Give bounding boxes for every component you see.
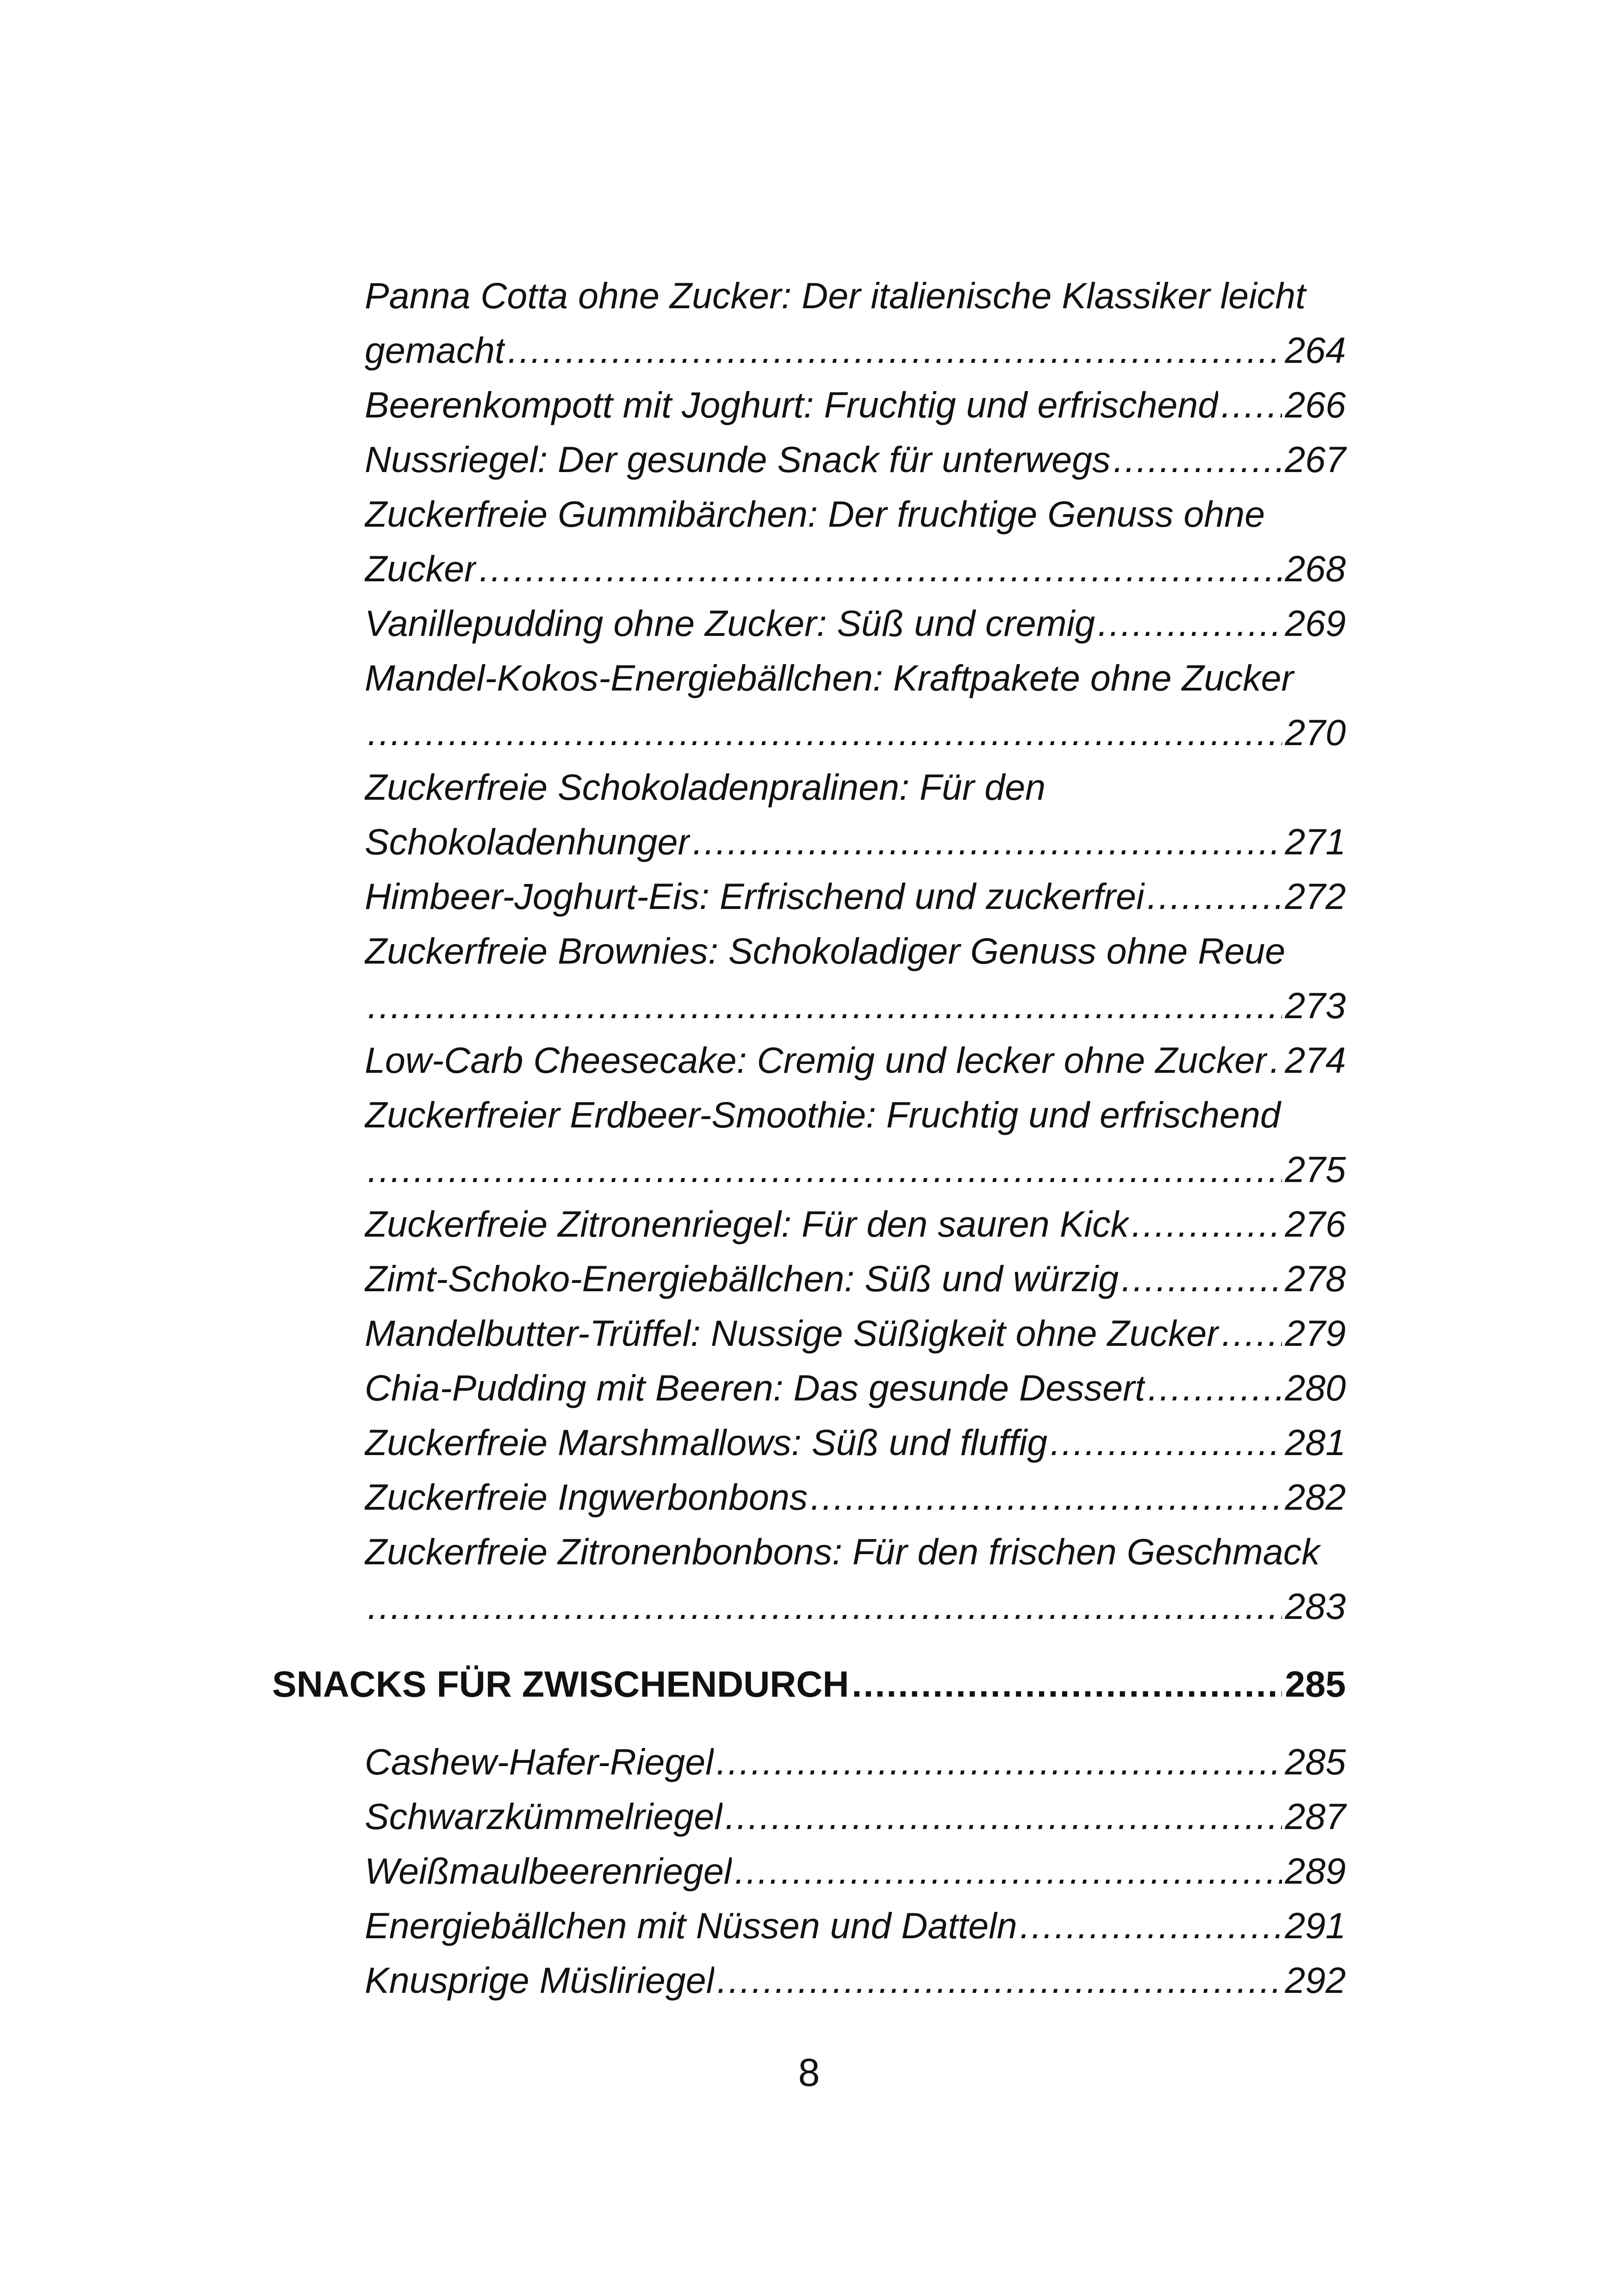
toc-page-number: 264 bbox=[1285, 330, 1346, 371]
toc-page-number: 291 bbox=[1285, 1905, 1346, 1946]
toc-dot-leader bbox=[1222, 1306, 1282, 1361]
toc-entry-title: Zuckerfreie Zitronenbonbons: Für den frischen Geschmack bbox=[365, 1531, 1320, 1572]
toc-entry bbox=[272, 432, 1346, 487]
toc-entry-title: Zuckerfreie Schokoladenpralinen: Für den bbox=[365, 766, 1046, 808]
toc-dot-leader bbox=[1020, 1898, 1282, 1953]
toc-page-number: 274 bbox=[1285, 1039, 1346, 1081]
toc-dot-leader bbox=[717, 1953, 1282, 2008]
toc-dot-leader bbox=[367, 1142, 1282, 1197]
toc-entry-title: Zucker bbox=[365, 548, 477, 589]
toc-dot-leader bbox=[1098, 596, 1282, 651]
toc-page-number: 285 bbox=[1285, 1663, 1346, 1705]
toc-entry-title: Zimt-Schoko-Energiebällchen: Süß und würzig bbox=[365, 1258, 1119, 1299]
toc-page-number: 282 bbox=[1285, 1476, 1346, 1518]
toc-page-number: 266 bbox=[1285, 384, 1346, 425]
toc-entry-title: SNACKS FÜR ZWISCHENDURCH bbox=[272, 1663, 849, 1705]
toc-entry-title: Cashew-Hafer-Riegel bbox=[365, 1741, 714, 1782]
toc-dot-leader bbox=[1132, 1197, 1282, 1251]
toc-page-number: 271 bbox=[1285, 821, 1346, 862]
toc-page-number: 270 bbox=[1285, 712, 1346, 753]
toc-entry-title: Mandel-Kokos-Energiebällchen: Kraftpakete ohne Zucker bbox=[365, 657, 1294, 698]
toc-dot-leader bbox=[508, 323, 1282, 378]
toc-entry bbox=[272, 1844, 1346, 1898]
toc-entry-title: Zuckerfreie Zitronenriegel: Für den sauren Kick bbox=[365, 1203, 1129, 1244]
toc-entry bbox=[272, 378, 1346, 432]
toc-page-number: 267 bbox=[1285, 439, 1346, 480]
toc-page-number: 275 bbox=[1285, 1149, 1346, 1190]
toc-dot-leader bbox=[1121, 1251, 1282, 1306]
toc-entry bbox=[272, 1361, 1346, 1415]
toc-dot-leader bbox=[1270, 1033, 1282, 1088]
toc-entry-title: Nussriegel: Der gesunde Snack für unterwegs bbox=[365, 439, 1111, 480]
toc-entry-title: Weißmaulbeerenriegel bbox=[365, 1850, 732, 1892]
toc-page-number: 279 bbox=[1285, 1313, 1346, 1354]
toc-entry bbox=[272, 1197, 1346, 1251]
toc-page-number: 269 bbox=[1285, 603, 1346, 644]
toc-entry-title: Panna Cotta ohne Zucker: Der italienische Klassiker leicht bbox=[365, 275, 1306, 316]
toc-entry-title: Low-Carb Cheesecake: Cremig und lecker ohne Zucker bbox=[365, 1039, 1267, 1081]
toc-entry bbox=[272, 1470, 1346, 1524]
toc-page-number: 287 bbox=[1285, 1796, 1346, 1837]
toc-entry-title: Beerenkompott mit Joghurt: Fruchtig und erfrischend bbox=[365, 384, 1219, 425]
page-number: 8 bbox=[798, 2051, 820, 2094]
toc-entry-title: Zuckerfreie Ingwerbonbons bbox=[365, 1476, 808, 1518]
toc-dot-leader bbox=[367, 978, 1282, 1033]
table-of-contents bbox=[272, 268, 1346, 2008]
toc-page-number: 276 bbox=[1285, 1203, 1346, 1244]
toc-entry bbox=[272, 978, 1346, 1033]
toc-entry bbox=[272, 869, 1346, 924]
toc-entry bbox=[272, 1033, 1346, 1088]
toc-page-number: 285 bbox=[1285, 1741, 1346, 1782]
toc-entry-title: Zuckerfreie Brownies: Schokoladiger Genuss ohne Reue bbox=[365, 930, 1286, 971]
toc-dot-leader bbox=[852, 1657, 1282, 1711]
toc-entry bbox=[272, 1735, 1346, 1789]
toc-dot-leader bbox=[367, 1579, 1282, 1634]
toc-entry bbox=[272, 323, 1346, 378]
toc-page-number: 273 bbox=[1285, 985, 1346, 1026]
toc-entry-title: Himbeer-Joghurt-Eis: Erfrischend und zuckerfrei bbox=[365, 876, 1145, 917]
toc-section-heading bbox=[272, 1657, 1346, 1711]
toc-entry bbox=[272, 1579, 1346, 1634]
toc-page-number: 278 bbox=[1285, 1258, 1346, 1299]
toc-dot-leader bbox=[1050, 1415, 1282, 1470]
toc-entry-title: Chia-Pudding mit Beeren: Das gesunde Dessert bbox=[365, 1367, 1145, 1408]
toc-entry bbox=[272, 1953, 1346, 2008]
toc-entry-title: Mandelbutter-Trüffel: Nussige Süßigkeit ohne Zucker bbox=[365, 1313, 1219, 1354]
toc-entry-title: Schokoladenhunger bbox=[365, 821, 690, 862]
toc-entry bbox=[272, 487, 1346, 541]
toc-dot-leader bbox=[367, 705, 1282, 760]
toc-dot-leader bbox=[1148, 1361, 1282, 1415]
toc-dot-leader bbox=[1147, 869, 1282, 924]
toc-dot-leader bbox=[479, 541, 1282, 596]
toc-entry bbox=[272, 1415, 1346, 1470]
toc-entry-title: gemacht bbox=[365, 330, 505, 371]
toc-entry bbox=[272, 1789, 1346, 1844]
toc-entry bbox=[272, 705, 1346, 760]
toc-dot-leader bbox=[734, 1844, 1282, 1898]
toc-entry-title: Zuckerfreie Marshmallows: Süß und fluffig bbox=[365, 1422, 1048, 1463]
toc-dot-leader bbox=[725, 1789, 1282, 1844]
toc-entry bbox=[272, 1251, 1346, 1306]
toc-dot-leader bbox=[1114, 432, 1282, 487]
toc-page-number: 283 bbox=[1285, 1586, 1346, 1627]
toc-entry bbox=[272, 596, 1346, 651]
toc-entry bbox=[272, 268, 1346, 323]
toc-entry bbox=[272, 1306, 1346, 1361]
toc-dot-leader bbox=[693, 815, 1282, 869]
toc-page-number: 268 bbox=[1285, 548, 1346, 589]
toc-entry bbox=[272, 760, 1346, 815]
toc-dot-leader bbox=[716, 1735, 1282, 1789]
toc-entry bbox=[272, 651, 1346, 705]
toc-entry bbox=[272, 1142, 1346, 1197]
toc-entry-title: Zuckerfreie Gummibärchen: Der fruchtige Genuss ohne bbox=[365, 493, 1265, 535]
toc-page-number: 280 bbox=[1285, 1367, 1346, 1408]
toc-dot-leader bbox=[810, 1470, 1282, 1524]
toc-entry bbox=[272, 541, 1346, 596]
toc-entry-title: Energiebällchen mit Nüssen und Datteln bbox=[365, 1905, 1017, 1946]
toc-entry bbox=[272, 815, 1346, 869]
toc-page-number: 289 bbox=[1285, 1850, 1346, 1892]
toc-entry bbox=[272, 924, 1346, 978]
toc-entry-title: Zuckerfreier Erdbeer-Smoothie: Fruchtig und erfrischend bbox=[365, 1094, 1281, 1135]
toc-page-number: 272 bbox=[1285, 876, 1346, 917]
toc-entry bbox=[272, 1524, 1346, 1579]
toc-entry bbox=[272, 1898, 1346, 1953]
toc-page-number: 281 bbox=[1285, 1422, 1346, 1463]
toc-page-number: 292 bbox=[1285, 1960, 1346, 2001]
toc-entry-title: Vanillepudding ohne Zucker: Süß und cremig bbox=[365, 603, 1095, 644]
toc-dot-leader bbox=[1221, 378, 1282, 432]
toc-entry-title: Schwarzkümmelriegel bbox=[365, 1796, 722, 1837]
toc-entry-title: Knusprige Müsliriegel bbox=[365, 1960, 715, 2001]
toc-entry bbox=[272, 1088, 1346, 1142]
